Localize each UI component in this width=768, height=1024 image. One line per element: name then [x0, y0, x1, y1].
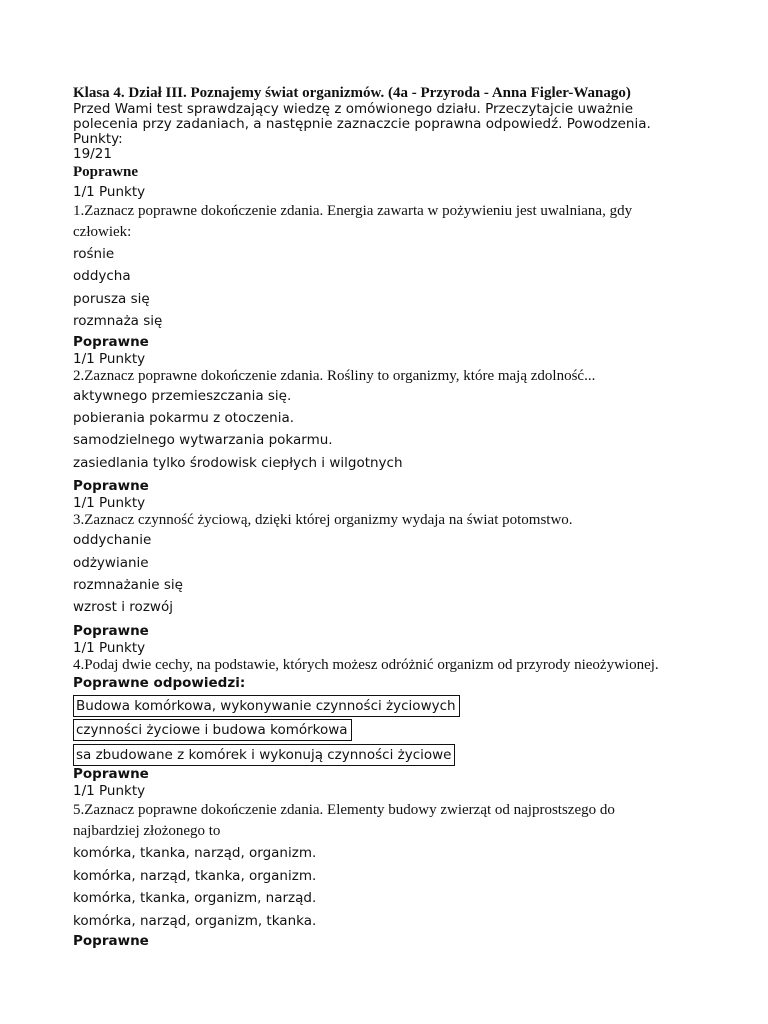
- answer-option[interactable]: oddycha: [73, 268, 131, 285]
- answer-option[interactable]: rozmnaża się: [73, 313, 163, 330]
- answer-option[interactable]: pobierania pokarmu z otoczenia.: [73, 410, 295, 427]
- answer-option[interactable]: porusza się: [73, 290, 150, 307]
- answer-option[interactable]: komórka, tkanka, organizm, narząd.: [73, 890, 317, 907]
- question-status: Poprawne: [73, 333, 149, 350]
- question-text: 4.Podaj dwie cechy, na podstawie, których możesz odróżnić organizm od przyrody nieożywionej.: [73, 656, 659, 673]
- answer-option[interactable]: aktywnego przemieszczania się.: [73, 387, 292, 404]
- question-status: Poprawne: [73, 766, 149, 783]
- answer-option[interactable]: komórka, narząd, organizm, tkanka.: [73, 912, 317, 929]
- question-status: Poprawne: [73, 933, 149, 949]
- question-status: Poprawne: [73, 622, 149, 639]
- answer-option[interactable]: rozmnażanie się: [73, 577, 183, 594]
- question-text: 1.Zaznacz poprawne dokończenie zdania. Energia zawarta w pożywieniu jest uwalniana, gdy człowiek:: [73, 203, 633, 240]
- answer-option[interactable]: samodzielnego wytwarzania pokarmu.: [73, 432, 333, 449]
- answer-option[interactable]: odżywianie: [73, 554, 149, 571]
- intro-text: Przed Wami test sprawdzający wiedzę z omówionego działu. Przeczytajcie uważnie polecenia przy zadaniach, a następnie zaznaczcie poprawna odpowiedź. Powodzenia.: [73, 101, 651, 132]
- question-points: 1/1 Punkty: [73, 639, 146, 656]
- answer-option[interactable]: oddychanie: [73, 532, 152, 549]
- correct-answers-label: Poprawne odpowiedzi:: [73, 674, 246, 691]
- correct-answer: sa zbudowane z komórek i wykonują czynności życiowe: [73, 744, 455, 766]
- question-points: 1/1 Punkty: [73, 495, 146, 512]
- correct-answer: Budowa komórkowa, wykonywanie czynności życiowych: [73, 695, 460, 717]
- points-total: 19/21: [73, 146, 112, 162]
- question-status: Poprawne: [73, 478, 149, 495]
- answer-option[interactable]: zasiedlania tylko środowisk ciepłych i wilgotnych: [73, 454, 403, 471]
- question-status: Poprawne: [73, 164, 138, 180]
- points-label: Punkty:: [73, 131, 123, 147]
- question-block-2: [73, 333, 723, 475]
- answer-option[interactable]: komórka, tkanka, narząd, organizm.: [73, 845, 317, 862]
- answer-option[interactable]: wzrost i rozwój: [73, 599, 173, 616]
- question-text: 2.Zaznacz poprawne dokończenie zdania. Rośliny to organizmy, które mają zdolność...: [73, 367, 596, 384]
- quiz-results-page: [73, 85, 723, 950]
- question-points: 1/1 Punkty: [73, 783, 146, 800]
- question-block-5: [73, 765, 723, 932]
- answer-option[interactable]: rośnie: [73, 246, 115, 262]
- question-block-1: [73, 163, 723, 333]
- question-text: 5.Zaznacz poprawne dokończenie zdania. Elementy budowy zwierząt od najprostszego do najbardziej złożonego to: [73, 802, 615, 840]
- answer-option[interactable]: komórka, narząd, tkanka, organizm.: [73, 867, 317, 884]
- question-block-3: [73, 477, 723, 619]
- correct-answer: czynności życiowe i budowa komórkowa: [73, 719, 352, 741]
- question-block-4: [73, 622, 723, 766]
- page-title: Klasa 4. Dział III. Poznajemy świat organizmów. (4a - Przyroda - Anna Figler-Wanago): [73, 85, 631, 101]
- question-text: 3.Zaznacz czynność życiową, dzięki której organizmy wydaja na świat potomstwo.: [73, 512, 573, 529]
- question-points: 1/1 Punkty: [73, 184, 146, 200]
- question-points: 1/1 Punkty: [73, 350, 146, 367]
